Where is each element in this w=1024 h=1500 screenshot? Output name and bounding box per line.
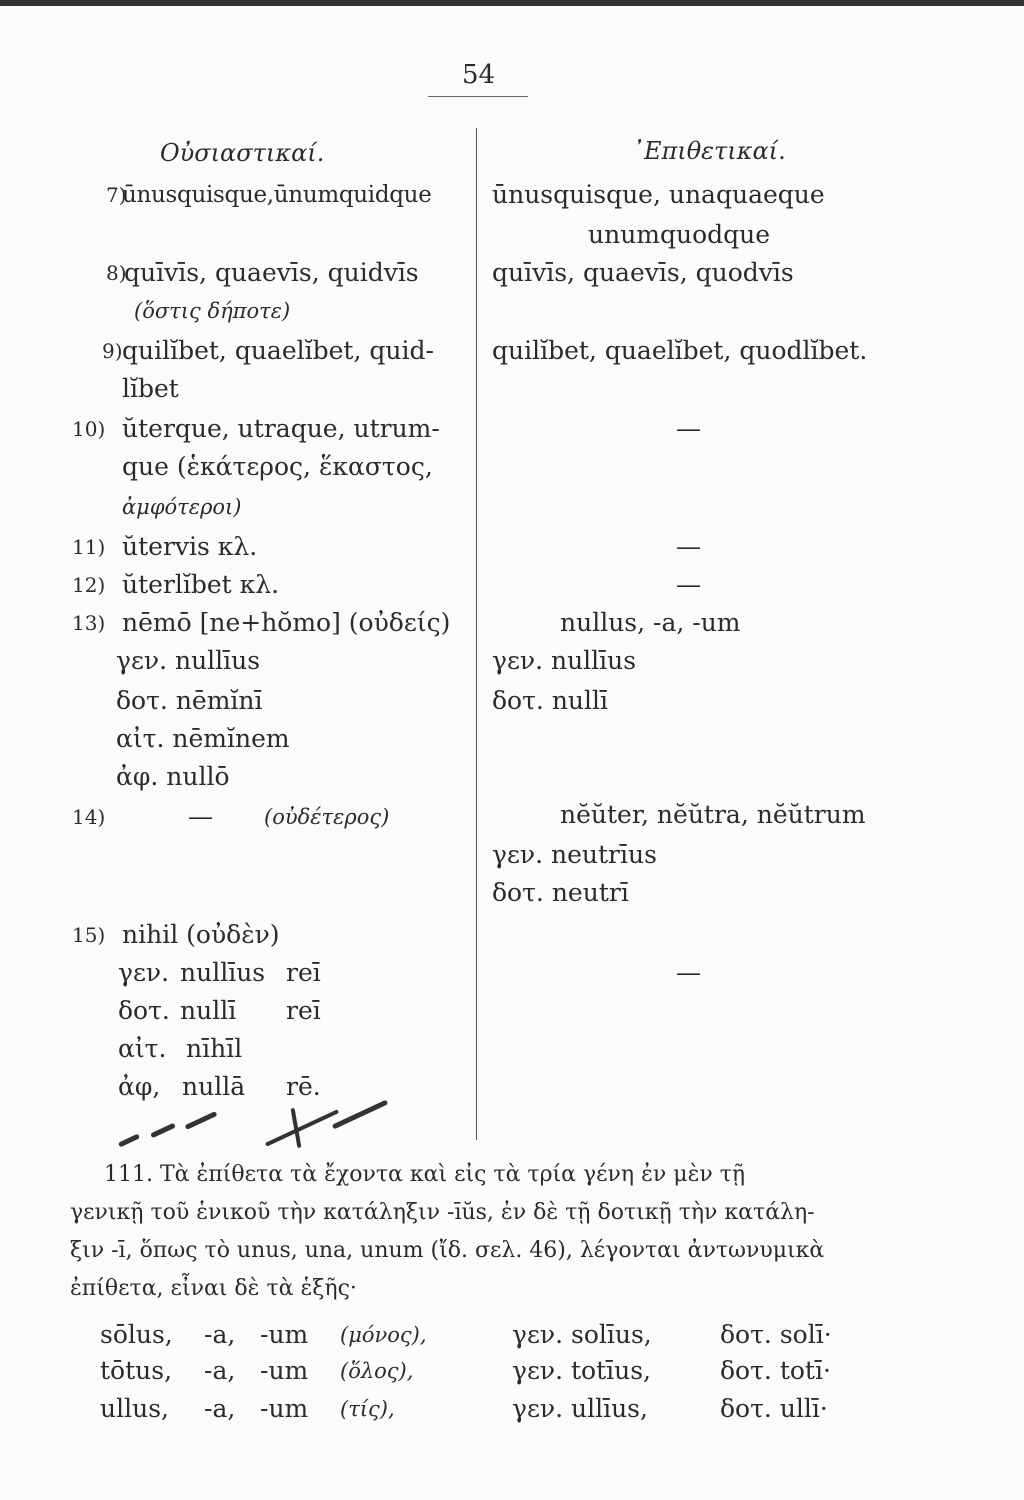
paragraph-line: ἐπίθετα, εἶναι δὲ τὰ ἑξῆς· <box>70 1276 357 1301</box>
paragraph-line: γενικῇ τοῦ ἑνικοῦ τὴν κατάληξιν -īŭs, ἐν δὲ τῇ δοτικῇ τὴν κατάλη- <box>70 1200 815 1225</box>
page-top-border <box>0 0 1024 6</box>
entry-13-forms: nēmō [ne+hŏmo] (οὐδείς) <box>122 608 451 637</box>
adjective-genitive: γεν. totīus, <box>512 1356 652 1385</box>
right-entry-7: ūnusquisque, unaquaeque <box>492 180 825 209</box>
entry-7-forms: ūnusquisque,ūnumquidque <box>122 182 432 208</box>
right-entry-15-dash: — <box>676 958 701 987</box>
right-entry-14: nĕŭter, nĕŭtra, nĕŭtrum <box>560 800 866 829</box>
entry-number-12: 12) <box>72 573 106 597</box>
entry-number-13: 13) <box>72 611 106 635</box>
entry-number-9: 9) <box>102 339 123 363</box>
entry-number-7: 7) <box>106 183 127 207</box>
adjective-greek: (μόνος), <box>340 1323 427 1347</box>
entry-11-forms: ŭtervis κλ. <box>122 532 258 561</box>
adjective-neuter: -um <box>260 1320 309 1349</box>
right-entry-13-genitive: γεν. nullīus <box>492 646 637 675</box>
entry-13-ablative: ἀφ. nullō <box>116 762 230 791</box>
entry-15-case-label: γεν. <box>118 958 170 987</box>
left-column-header: Οὐσιαστικαί. <box>160 139 325 167</box>
entry-8-greek: (ὅστις δήποτε) <box>134 299 291 323</box>
entry-12-forms: ŭterlĭbet κλ. <box>122 570 280 599</box>
entry-15-case-form: nīhīl <box>186 1034 243 1063</box>
paragraph-line: 111. Τὰ ἐπίθετα τὰ ἔχοντα καὶ εἰς τὰ τρία γένη ἐν μὲν τῇ <box>104 1162 746 1187</box>
header-rule <box>428 96 528 97</box>
entry-number-10: 10) <box>72 417 106 441</box>
adjective-nominative: sōlus, <box>100 1320 173 1349</box>
entry-number-8: 8) <box>106 261 127 285</box>
adjective-genitive: γεν. solīus, <box>512 1320 652 1349</box>
right-entry-13-dative: δοτ. nullī <box>492 686 609 715</box>
right-entry-7-cont: unumquodque <box>588 220 771 249</box>
right-entry-10-dash: — <box>676 414 701 443</box>
adjective-feminine: -a, <box>204 1356 236 1385</box>
right-entry-11-dash: — <box>676 532 701 561</box>
right-entry-8: quīvīs, quaevīs, quodvīs <box>492 258 794 287</box>
entry-15-case-noun: rē. <box>286 1072 321 1101</box>
entry-15-case-noun: reī <box>286 958 321 987</box>
entry-number-14: 14) <box>72 805 106 829</box>
adjective-greek: (τίς), <box>340 1397 395 1421</box>
entry-15-forms: nihil (οὐδὲν) <box>122 920 280 949</box>
right-entry-9: quilĭbet, quaelĭbet, quodlĭbet. <box>492 336 868 365</box>
entry-14-dash: — <box>188 802 213 831</box>
entry-15-case-label: δοτ. <box>118 996 170 1025</box>
entry-15-case-form: nullī <box>180 996 237 1025</box>
right-entry-14-genitive: γεν. neutrīus <box>492 840 657 869</box>
entry-10-greek: ἀμφότεροι) <box>122 495 242 519</box>
adjective-dative: δοτ. totī· <box>720 1356 831 1385</box>
adjective-feminine: -a, <box>204 1320 236 1349</box>
entry-number-15: 15) <box>72 923 106 947</box>
column-divider <box>476 128 477 1140</box>
entry-15-case-noun: reī <box>286 996 321 1025</box>
page-number: 54 <box>462 60 496 90</box>
entry-13-genitive: γεν. nullīus <box>116 646 261 675</box>
entry-15-case-label: αἰτ. <box>118 1034 167 1063</box>
entry-8-forms: quīvīs, quaevīs, quidvīs <box>124 258 419 287</box>
adjective-neuter: -um <box>260 1356 309 1385</box>
adjective-nominative: ullus, <box>100 1394 169 1423</box>
entry-15-case-form: nullā <box>182 1072 246 1101</box>
adjective-dative: δοτ. solī· <box>720 1320 832 1349</box>
adjective-nominative: tōtus, <box>100 1356 173 1385</box>
entry-10-forms-cont: que (ἑκάτερος, ἕκαστος, <box>122 452 433 481</box>
adjective-neuter: -um <box>260 1394 309 1423</box>
adjective-greek: (ὅλος), <box>340 1359 414 1383</box>
paragraph-line: ξιν -ī, ὅπως τὸ unus, una, unum (ἴδ. σελ. 46), λέγονται ἀντωνυμικὰ <box>70 1238 825 1263</box>
right-entry-12-dash: — <box>676 570 701 599</box>
entry-10-forms: ŭterque, utraque, utrum- <box>122 414 440 443</box>
entry-15-case-label: ἀφ, <box>118 1072 161 1101</box>
entry-15-case-form: nullīus <box>180 958 266 987</box>
adjective-genitive: γεν. ullīus, <box>512 1394 648 1423</box>
entry-13-dative: δοτ. nēmĭnī <box>116 686 263 715</box>
entry-number-11: 11) <box>72 535 106 559</box>
entry-13-accusative: αἰτ. nēmĭnem <box>116 724 290 753</box>
entry-14-greek: (οὐδέτερος) <box>264 805 390 829</box>
right-column-header: ᾿Επιθετικαί. <box>632 137 786 165</box>
adjective-feminine: -a, <box>204 1394 236 1423</box>
entry-9-forms: quilĭbet, quaelĭbet, quid- <box>122 336 434 365</box>
adjective-dative: δοτ. ullī· <box>720 1394 828 1423</box>
right-entry-13: nullus, -a, -um <box>560 608 741 637</box>
right-entry-14-dative: δοτ. neutrī <box>492 878 629 907</box>
entry-9-forms-cont: lĭbet <box>122 374 179 403</box>
